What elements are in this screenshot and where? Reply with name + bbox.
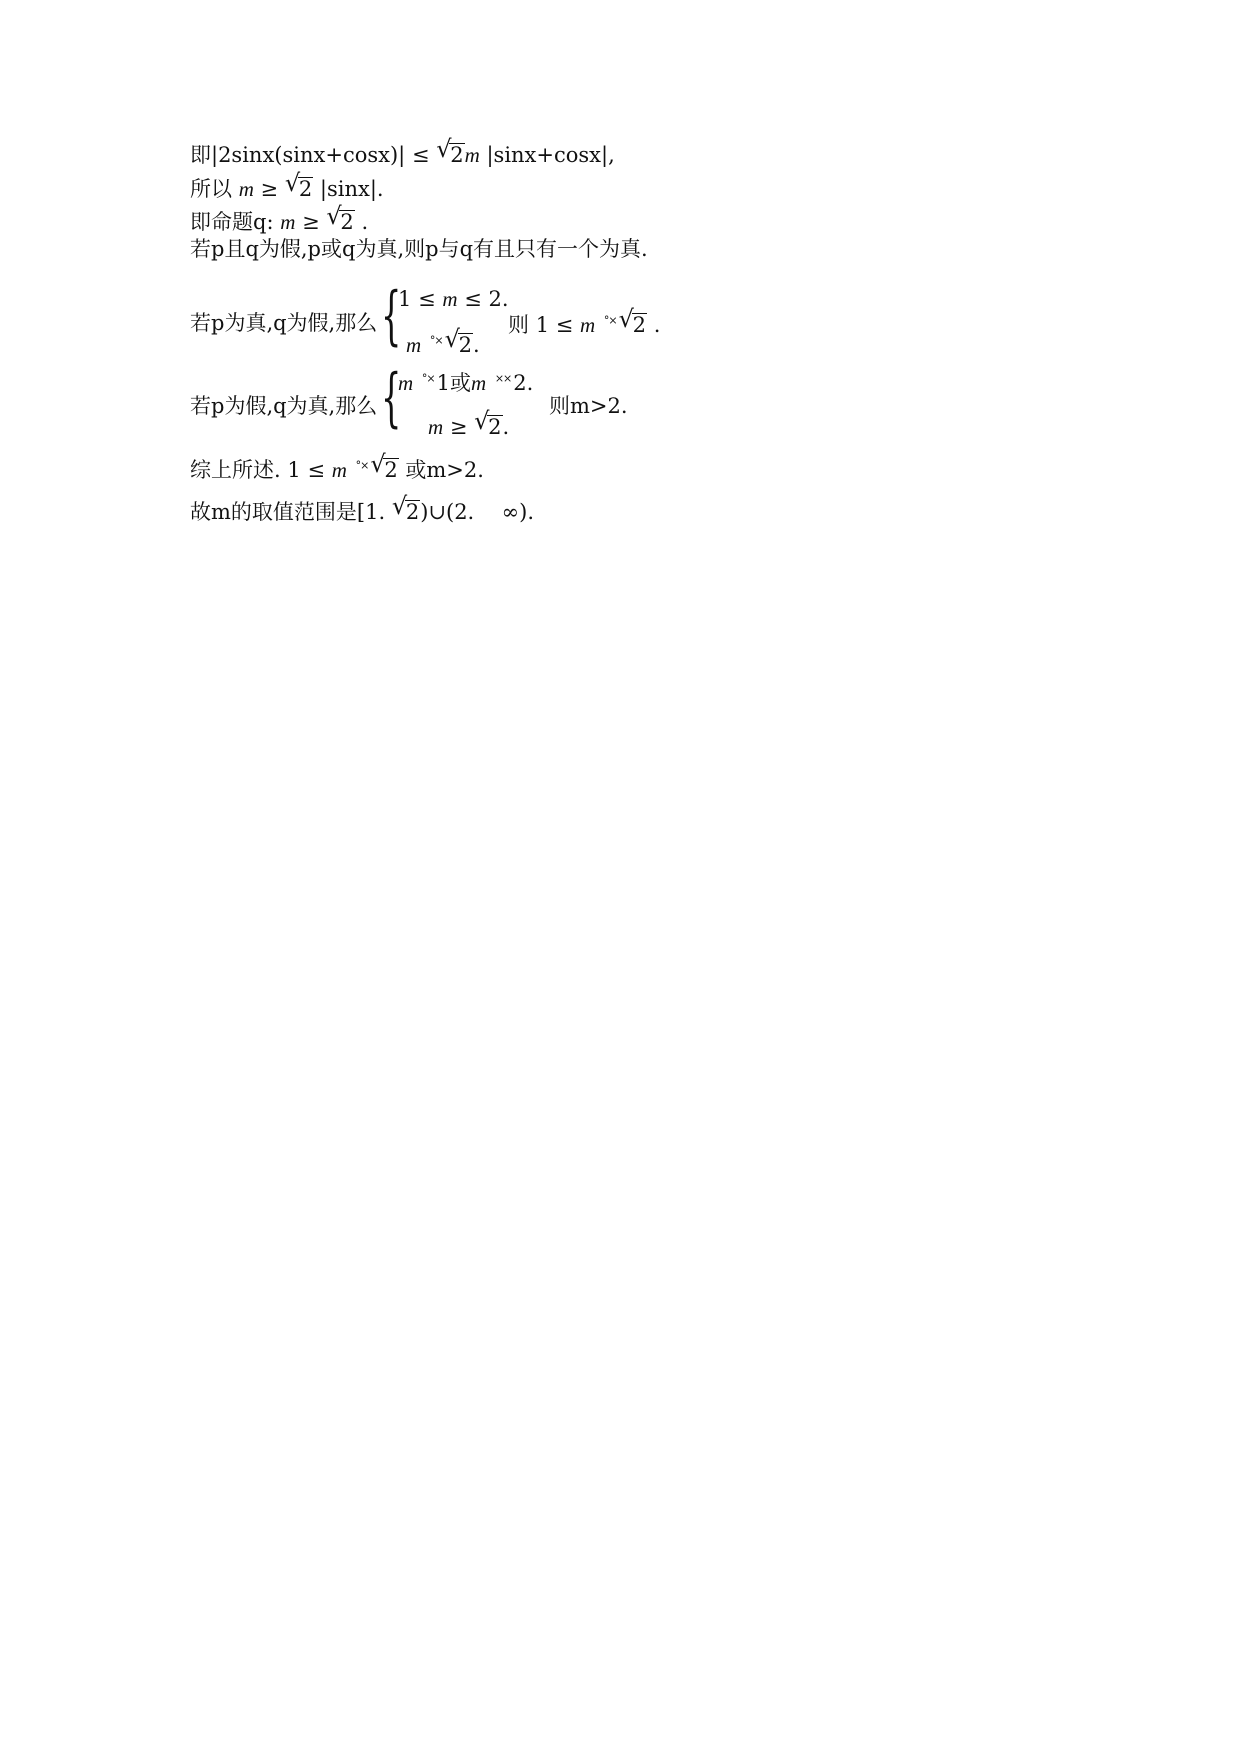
line-7-tail: 或m>2. bbox=[405, 458, 484, 482]
line-1-sqrt: √ 2 bbox=[436, 135, 464, 167]
case-1-row-1 bbox=[398, 289, 509, 310]
case-1-row-1-rel1: ≤ bbox=[418, 287, 436, 311]
case-2-row-2-sqrt: √ 2 bbox=[474, 407, 502, 439]
case-2-row-2-var: m bbox=[428, 415, 444, 439]
line-8-sqrt: √ 2 bbox=[391, 492, 420, 524]
line-8-mid: )∪(2. bbox=[420, 500, 475, 524]
line-2-var: m bbox=[238, 177, 254, 201]
case-1-row-1-rel2: ≤ bbox=[464, 287, 482, 311]
left-brace-1: { bbox=[381, 279, 402, 353]
line-1-relation: ≤ bbox=[411, 143, 430, 167]
line-1 bbox=[190, 135, 615, 167]
case-2-row-1-mid: 1或 bbox=[436, 371, 471, 395]
line-8 bbox=[190, 492, 534, 524]
case-1-result-var: m bbox=[580, 313, 596, 337]
line-2 bbox=[190, 169, 384, 201]
line-1-tail: |sinx+cosx|, bbox=[486, 143, 615, 167]
line-3-tail: . bbox=[361, 210, 369, 234]
line-2-sqrt: √ 2 bbox=[284, 169, 313, 201]
line-4-text: 若p且q为假,p或q为真,则p与q有且只有一个为真. bbox=[190, 237, 648, 261]
case-2-row-1 bbox=[398, 373, 533, 394]
case-2-row-1-hi: 2. bbox=[513, 371, 534, 395]
case-1-row-1-hi: 2. bbox=[488, 287, 509, 311]
line-8-lead: 故m的取值范围是 bbox=[190, 500, 357, 524]
line-7-rel: ≤ bbox=[307, 458, 326, 482]
case-1-row-2-tail: . bbox=[472, 333, 480, 357]
line-3 bbox=[190, 202, 369, 234]
case-2-row-1-glyph1: °× bbox=[421, 372, 435, 385]
case-1-row-1-lo: 1 bbox=[398, 287, 412, 311]
line-6-lead: 若p为假,q为真,那么 bbox=[190, 394, 378, 418]
case-1-result bbox=[508, 305, 661, 337]
case-2-row-2 bbox=[428, 407, 510, 439]
case-1-result-tail: . bbox=[653, 313, 661, 337]
line-2-lead: 所以 bbox=[190, 177, 232, 201]
case-1-row-2-glyph: °× bbox=[429, 334, 443, 347]
line-8-infinity: ∞ bbox=[501, 500, 520, 524]
case-1-result-then: 则 bbox=[508, 313, 529, 337]
line-1-lead: 即|2sinx(sinx+cosx)| bbox=[190, 143, 406, 167]
case-1-result-rel: ≤ bbox=[555, 313, 574, 337]
line-4 bbox=[190, 239, 648, 260]
case-1-row-2-var: m bbox=[406, 333, 422, 357]
line-3-var: m bbox=[280, 210, 296, 234]
line-7-lo: 1 bbox=[287, 458, 301, 482]
left-brace-2: { bbox=[381, 361, 402, 435]
line-2-relation: ≥ bbox=[260, 177, 279, 201]
line-7-lead: 综上所述. bbox=[190, 458, 281, 482]
case-1-result-sqrt: √ 2 bbox=[618, 305, 646, 337]
line-7-glyph: °× bbox=[355, 459, 369, 472]
line-7 bbox=[190, 450, 484, 482]
case-2-row-1-var: m bbox=[398, 371, 414, 395]
line-7-sqrt: √ 2 bbox=[370, 450, 398, 482]
line-2-tail: |sinx|. bbox=[319, 177, 384, 201]
line-8-open: [1. bbox=[356, 500, 386, 524]
case-2-result: 则m>2. bbox=[549, 394, 628, 418]
case-2-row-1-var2: m bbox=[470, 371, 487, 395]
line-3-relation: ≥ bbox=[302, 210, 320, 234]
case-2-row-2-rel: ≥ bbox=[449, 415, 468, 439]
line-3-lead: 即命题q: bbox=[190, 210, 274, 234]
line-7-var: m bbox=[331, 458, 347, 482]
case-1-result-glyph: °× bbox=[603, 314, 617, 327]
line-5-lead: 若p为真,q为假,那么 bbox=[190, 311, 378, 335]
line-3-sqrt: √ 2 bbox=[326, 202, 354, 234]
line-1-var: m bbox=[464, 143, 480, 167]
case-1-result-lo: 1 bbox=[535, 313, 550, 337]
case-2-row-1-glyph2: ×× bbox=[494, 372, 512, 385]
case-1-row-2 bbox=[406, 325, 480, 357]
line-8-tail: ). bbox=[519, 500, 534, 524]
case-1-row-1-var: m bbox=[442, 287, 458, 311]
case-1-row-2-sqrt: √ 2 bbox=[444, 325, 472, 357]
case-2-row-2-tail: . bbox=[502, 415, 510, 439]
